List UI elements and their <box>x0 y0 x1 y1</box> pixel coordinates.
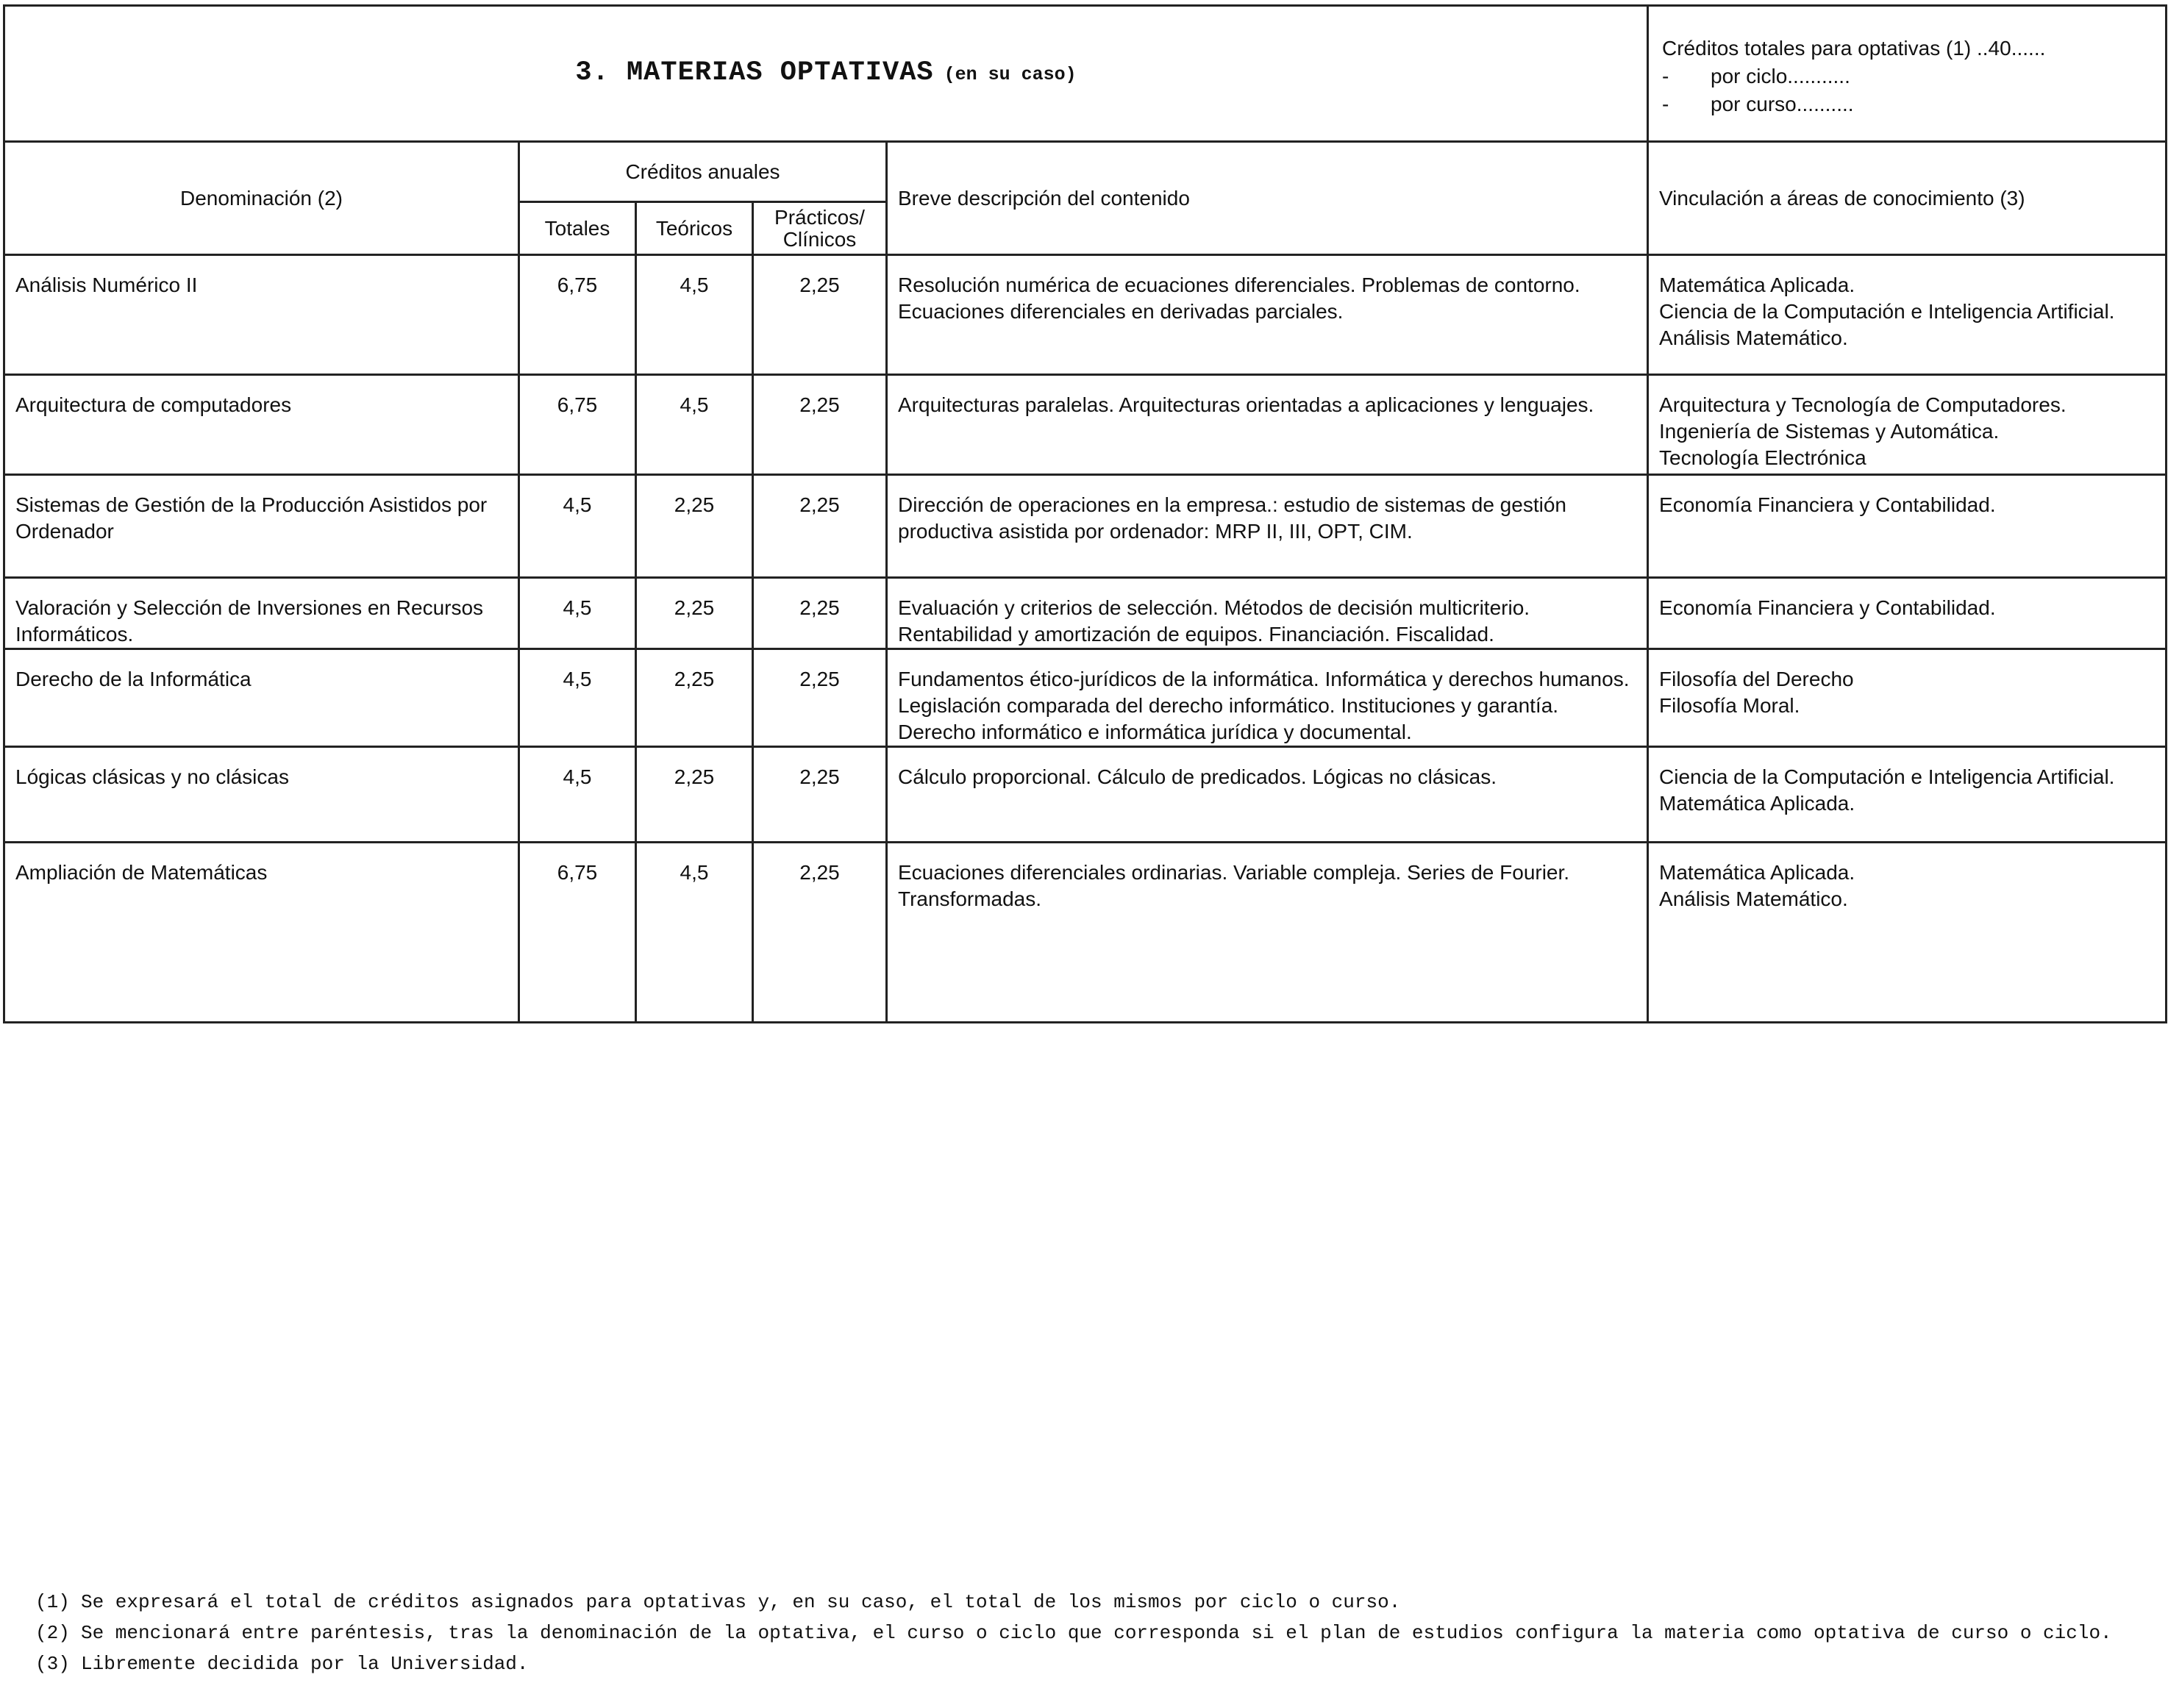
credits-practice: 2,25 <box>753 649 887 747</box>
knowledge-area-item: Economía Financiera y Contabilidad. <box>1659 493 1996 516</box>
table-row <box>4 255 2167 375</box>
knowledge-areas <box>1648 578 2167 649</box>
knowledge-area-item: Tecnología Electrónica <box>1659 446 1866 469</box>
credits-total: 4,5 <box>519 475 636 578</box>
knowledge-areas <box>1648 475 2167 578</box>
total-credits-line: Créditos totales para optativas (1) ..40...... <box>1662 37 2046 60</box>
section-title <box>4 6 1648 142</box>
credits-practice: 2,25 <box>753 578 887 649</box>
credits-practice: 2,25 <box>753 843 887 1023</box>
subject-name: Arquitectura de computadores <box>4 375 519 475</box>
credits-practice: 2,25 <box>753 255 887 375</box>
credits-total: 4,5 <box>519 649 636 747</box>
dash-marker: - <box>1662 65 1669 87</box>
knowledge-areas <box>1648 843 2167 1023</box>
table-row <box>4 843 2167 1023</box>
content-description: Resolución numérica de ecuaciones diferenciales. Problemas de contorno. Ecuaciones diferenciales en derivadas parciales. <box>887 255 1648 375</box>
credits-theory: 2,25 <box>636 475 753 578</box>
table-row <box>4 578 2167 649</box>
table-row <box>4 475 2167 578</box>
per-cycle-line: por ciclo........... <box>1711 65 1850 87</box>
credits-practice: 2,25 <box>753 747 887 843</box>
per-course-line: por curso.......... <box>1711 93 1854 115</box>
knowledge-areas <box>1648 255 2167 375</box>
knowledge-area-item: Ciencia de la Computación e Inteligencia Artificial. <box>1659 765 2115 788</box>
credits-total: 4,5 <box>519 578 636 649</box>
knowledge-areas <box>1648 747 2167 843</box>
knowledge-areas <box>1648 649 2167 747</box>
knowledge-area-item: Matemática Aplicada. <box>1659 792 1855 815</box>
table-row <box>4 747 2167 843</box>
knowledge-area-item: Ciencia de la Computación e Inteligencia Artificial. <box>1659 300 2115 323</box>
credits-total: 6,75 <box>519 843 636 1023</box>
knowledge-area-item: Matemática Aplicada. <box>1659 861 1855 884</box>
footnote-mark: (2) <box>35 1622 70 1644</box>
credits-theory: 2,25 <box>636 747 753 843</box>
knowledge-area-item: Filosofía Moral. <box>1659 694 1800 717</box>
content-description: Fundamentos ético-jurídicos de la informática. Informática y derechos humanos. Legislación comparada del derecho informático. Instituciones y garantía. Derecho informático e informática jurídica y documental. <box>887 649 1648 747</box>
knowledge-area-item: Ingeniería de Sistemas y Automática. <box>1659 420 2000 443</box>
credits-total: 4,5 <box>519 747 636 843</box>
content-description: Ecuaciones diferenciales ordinarias. Variable compleja. Series de Fourier. Transformadas. <box>887 843 1648 1023</box>
footnote-mark: (3) <box>35 1653 70 1675</box>
footnote-text: Se expresará el total de créditos asignados para optativas y, en su caso, el total de los mismos por ciclo o curso. <box>81 1591 1401 1613</box>
knowledge-area-item: Análisis Matemático. <box>1659 326 1848 349</box>
knowledge-area-item: Arquitectura y Tecnología de Computadores. <box>1659 393 2067 416</box>
footnote-text: Libremente decidida por la Universidad. <box>81 1653 529 1675</box>
header-descripcion: Breve descripción del contenido <box>887 142 1648 255</box>
subject-name: Ampliación de Matemáticas <box>4 843 519 1023</box>
title-row <box>4 6 2167 142</box>
header-teoricos: Teóricos <box>636 202 753 255</box>
knowledge-area-item: Análisis Matemático. <box>1659 887 1848 910</box>
credits-theory: 2,25 <box>636 578 753 649</box>
footnote <box>35 1618 2139 1648</box>
content-description: Cálculo proporcional. Cálculo de predicados. Lógicas no clásicas. <box>887 747 1648 843</box>
content-description: Dirección de operaciones en la empresa.: estudio de sistemas de gestión productiva asistida por ordenador: MRP II, III, OPT, CIM. <box>887 475 1648 578</box>
credits-total: 6,75 <box>519 255 636 375</box>
footnote <box>35 1587 2139 1618</box>
credits-theory: 2,25 <box>636 649 753 747</box>
credits-theory: 4,5 <box>636 375 753 475</box>
header-vinculacion: Vinculación a áreas de conocimiento (3) <box>1648 142 2167 255</box>
knowledge-areas <box>1648 375 2167 475</box>
total-credits-box <box>1648 6 2167 142</box>
knowledge-area-item: Matemática Aplicada. <box>1659 274 1855 296</box>
subject-name: Valoración y Selección de Inversiones en Recursos Informáticos. <box>4 578 519 649</box>
footnote <box>35 1648 2139 1679</box>
header-totales: Totales <box>519 202 636 255</box>
table-row <box>4 375 2167 475</box>
credits-theory: 4,5 <box>636 255 753 375</box>
content-description: Evaluación y criterios de selección. Métodos de decisión multicriterio. Rentabilidad y amortización de equipos. Financiación. Fiscalidad. <box>887 578 1648 649</box>
footnote-mark: (1) <box>35 1591 70 1613</box>
section-title-main: 3. MATERIAS OPTATIVAS <box>575 57 934 88</box>
table-row <box>4 649 2167 747</box>
knowledge-area-item: Economía Financiera y Contabilidad. <box>1659 596 1996 619</box>
header-practicos: Prácticos/ Clínicos <box>753 202 887 255</box>
credits-practice: 2,25 <box>753 475 887 578</box>
section-title-sub: (en su caso) <box>944 63 1077 85</box>
subject-name: Derecho de la Informática <box>4 649 519 747</box>
footnotes <box>35 1587 2139 1679</box>
credits-total: 6,75 <box>519 375 636 475</box>
optativas-table <box>3 4 2167 1023</box>
credits-theory: 4,5 <box>636 843 753 1023</box>
credits-practice: 2,25 <box>753 375 887 475</box>
table-body <box>4 255 2167 1023</box>
header-creditos-anuales: Créditos anuales <box>519 142 887 202</box>
header-denominacion: Denominación (2) <box>4 142 519 255</box>
subject-name: Sistemas de Gestión de la Producción Asistidos por Ordenador <box>4 475 519 578</box>
content-description: Arquitecturas paralelas. Arquitecturas orientadas a aplicaciones y lenguajes. <box>887 375 1648 475</box>
footnote-text: Se mencionará entre paréntesis, tras la denominación de la optativa, el curso o ciclo que corresponda si el plan de estudios configura la materia como optativa de curso o ciclo. <box>81 1622 2112 1644</box>
subject-name: Lógicas clásicas y no clásicas <box>4 747 519 843</box>
header-row-top <box>4 142 2167 202</box>
dash-marker: - <box>1662 93 1669 115</box>
knowledge-area-item: Filosofía del Derecho <box>1659 668 1854 690</box>
subject-name: Análisis Numérico II <box>4 255 519 375</box>
